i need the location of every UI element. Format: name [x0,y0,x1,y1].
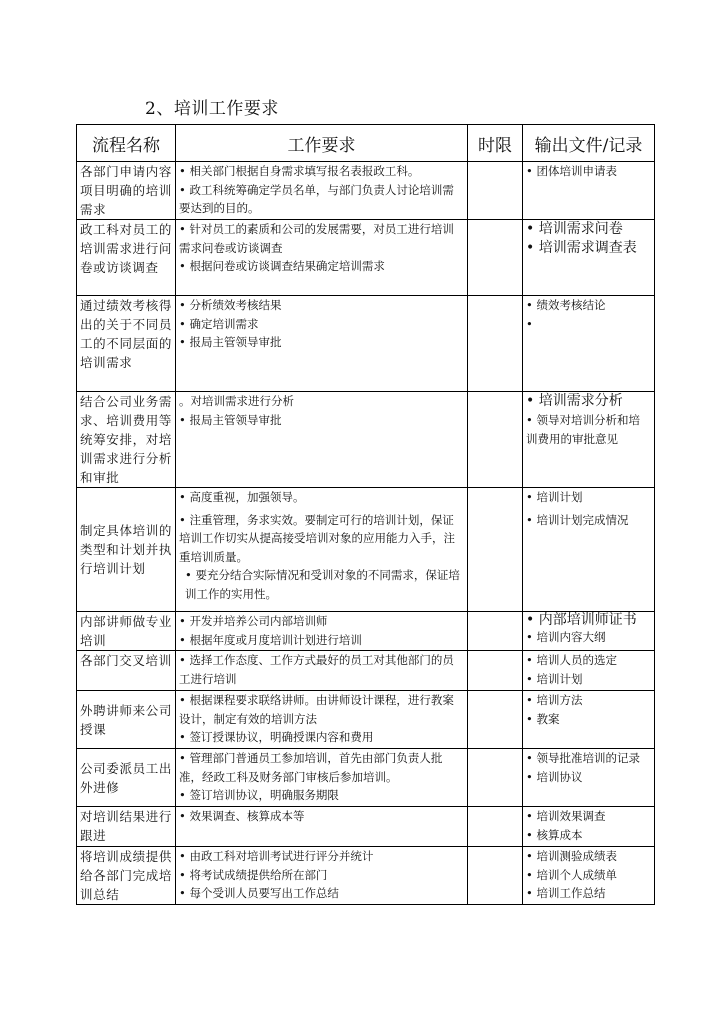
output-item: • 培训需求分析 [526,393,623,409]
requirement-item: • 报局主管领导审批 [179,335,282,349]
process-name: 各部门交叉培训 [77,651,176,691]
table-row [77,162,655,220]
output-cell [523,847,655,905]
requirement-cell [176,220,468,296]
output-item: • 领导对培训分析和培训费用的审批意见 [526,413,640,446]
header-output: 输出文件/记录 [523,125,655,162]
process-name: 政工科对员工的培训需求进行问卷或访谈调查 [77,220,176,296]
process-name: 对培训结果进行跟进 [77,807,176,847]
output-item: • 团体培训申请表 [526,164,617,178]
requirement-item: • 开发并培养公司内部培训师 [179,614,328,628]
table-row [77,220,655,296]
requirement-item: • 签订授课协议，明确授课内容和费用 [179,730,374,744]
requirement-item: • 注重管理，务求实效。要制定可行的培训计划，保证培训工作切实从提高接受培训对象的应用能力入手，注重培训质量。 [179,512,455,564]
process-name: 通过绩效考核得出的关于不同员工的不同层面的培训需求 [77,296,176,392]
requirement-item: • 每个受训人员要写出工作总结 [179,886,339,900]
requirement-cell [176,296,468,392]
time-limit-cell [468,691,523,749]
process-name: 公司委派员工出外进修 [77,749,176,807]
requirement-item: • 相关部门根据自身需求填写报名表报政工科。 [179,164,420,178]
requirement-item: • 效果调查、核算成本等 [179,809,305,823]
requirement-item: • 高度重视，加强领导。 [179,490,305,504]
requirement-item: • 管理部门普通员工参加培训，首先由部门负责人批准，经政工科及财务部门审核后参加培训。 [179,751,443,784]
time-limit-cell [468,807,523,847]
process-name: 各部门申请内容项目明确的培训需求 [77,162,176,220]
time-limit-cell [468,612,523,651]
requirement-cell [176,651,468,691]
section-heading: 2、培训工作要求 [145,99,279,119]
output-item: • 培训效果调查 [526,809,606,823]
output-item: • 培训内容大纲 [526,630,606,644]
output-item: • 内部培训师证书 [526,612,637,628]
output-cell [523,488,655,612]
output-cell [523,749,655,807]
output-item: • [526,316,533,331]
requirement-item: • 针对员工的素质和公司的发展需要，对员工进行培训需求问卷或访谈调查 [179,222,454,255]
time-limit-cell [468,749,523,807]
header-requirement: 工作要求 [176,125,468,162]
requirement-cell [176,691,468,749]
output-item: • 培训计划 [526,671,583,686]
requirement-cell [176,488,468,612]
requirement-item: • 签订培训协议，明确服务期限 [179,788,339,802]
table-row [77,691,655,749]
output-item: • 核算成本 [526,827,583,842]
process-name: 将培训成绩提供给各部门完成培训总结 [77,847,176,905]
table-row [77,651,655,691]
requirement-cell [176,847,468,905]
training-requirements-table [76,124,655,905]
table-row [77,296,655,392]
output-cell [523,392,655,488]
output-item: • 培训计划完成情况 [526,512,629,527]
header-process-name: 流程名称 [77,125,176,162]
time-limit-cell [468,220,523,296]
table-row [77,488,655,612]
time-limit-cell [468,488,523,612]
table-row [77,807,655,847]
output-cell [523,220,655,296]
output-item: • 培训工作总结 [526,886,606,900]
output-cell [523,691,655,749]
output-item: • 绩效考核结论 [526,298,606,312]
requirement-cell [176,807,468,847]
requirement-item: • 政工科统筹确定学员名单，与部门负责人讨论培训需要达到的目的。 [179,182,454,215]
requirement-item: • 由政工科对培训考试进行评分并统计 [179,849,374,863]
process-name: 内部讲师做专业培训 [77,612,176,651]
output-item: • 培训方法 [526,693,583,707]
output-item: • 领导批准培训的记录 [526,751,640,765]
requirement-item: • 根据问卷或访谈调查结果确定培训需求 [179,259,385,273]
time-limit-cell [468,162,523,220]
table-row [77,392,655,488]
table-row [77,612,655,651]
requirement-item: • 分析绩效考核结果 [179,298,282,312]
requirement-item: 。对培训需求进行分析 [179,394,294,408]
requirement-cell [176,162,468,220]
process-name: 外聘讲师来公司授课 [77,691,176,749]
requirement-item: • 要充分结合实际情况和受训对象的不同需求，保证培训工作的实用性。 [185,568,460,601]
output-cell [523,612,655,651]
output-cell [523,807,655,847]
requirement-item: • 确定培训需求 [179,316,259,331]
output-cell [523,162,655,220]
requirement-cell [176,612,468,651]
requirement-item: • 根据年度或月度培训计划进行培训 [179,632,362,647]
output-item: • 培训协议 [526,769,583,784]
table-row [77,749,655,807]
requirement-cell [176,749,468,807]
output-item: • 培训需求问卷 [526,221,623,237]
process-name: 结合公司业务需求、培训费用等统筹安排，对培训需求进行分析和审批 [77,392,176,488]
header-time-limit: 时限 [468,125,523,162]
time-limit-cell [468,392,523,488]
time-limit-cell [468,296,523,392]
time-limit-cell [468,651,523,691]
requirement-item: • 将考试成绩提供给所在部门 [179,867,328,882]
output-item: • 培训人员的选定 [526,653,617,667]
requirement-item: • 选择工作态度、工作方式最好的员工对其他部门的员工进行培训 [179,653,454,686]
output-item: • 教案 [526,711,560,726]
requirement-item: • 报局主管领导审批 [179,412,282,427]
output-item: • 培训计划 [526,490,583,504]
process-name: 制定具体培训的类型和计划并执行培训计划 [77,488,176,612]
output-cell [523,296,655,392]
time-limit-cell [468,847,523,905]
table-header-row [77,125,655,162]
output-item: • 培训个人成绩单 [526,867,617,882]
output-cell [523,651,655,691]
table-row [77,847,655,905]
output-item: • 培训测验成绩表 [526,849,617,863]
requirement-item: • 根据课程要求联络讲师。由讲师设计课程，进行教案设计，制定有效的培训方法 [179,693,454,726]
output-item: • 培训需求调查表 [526,240,637,256]
requirement-cell [176,392,468,488]
